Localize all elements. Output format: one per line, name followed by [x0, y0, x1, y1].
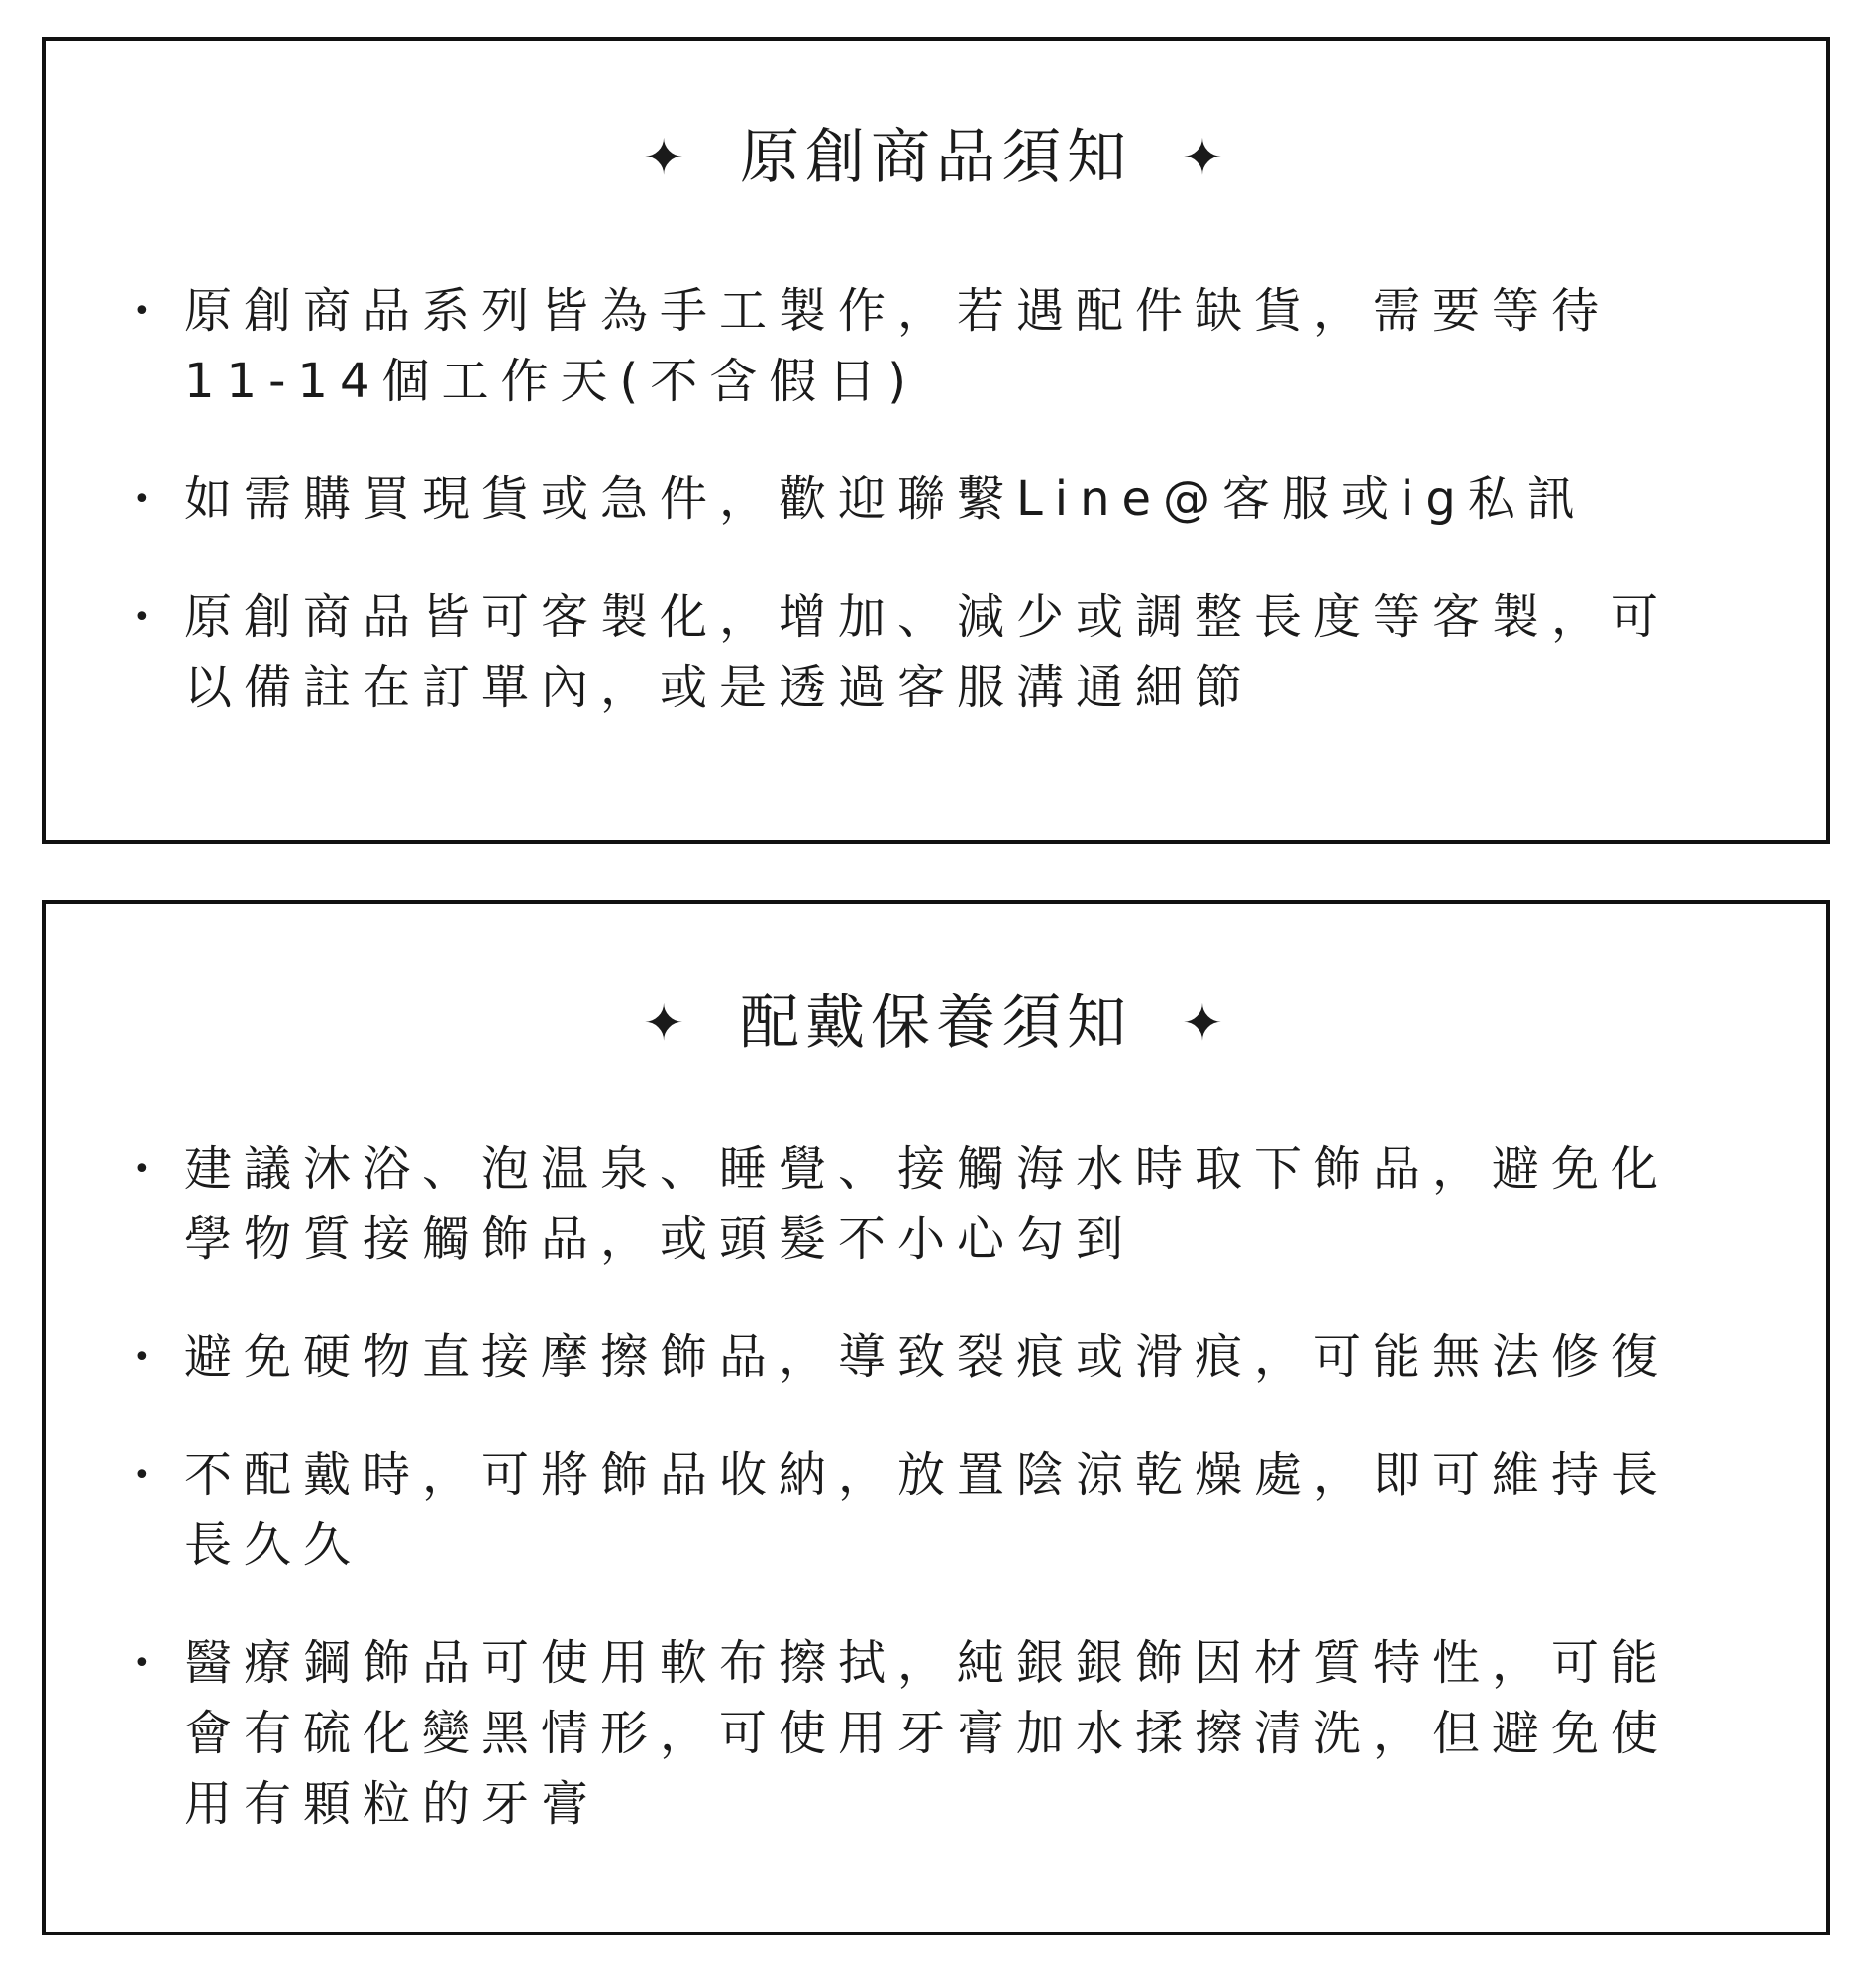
bullet-icon: •	[133, 1340, 162, 1375]
list-item-text: 學物質接觸飾品，或頭髮不小心勾到	[184, 1211, 1136, 1267]
sparkle-icon: ✦	[643, 994, 690, 1052]
original-products-notice-box	[42, 37, 1830, 844]
list-item	[46, 276, 1826, 417]
bullet-icon: •	[133, 1458, 162, 1493]
list-item	[46, 1440, 1826, 1581]
list-item-text: 長久久	[184, 1517, 364, 1573]
list-item-text: 如需購買現貨或急件，歡迎聯繫Line@客服或ig私訊	[184, 471, 1587, 527]
bullet-icon: •	[133, 600, 162, 635]
notice-list	[46, 1134, 1826, 1887]
care-notice-box	[42, 900, 1830, 1935]
bullet-icon: •	[133, 1646, 162, 1681]
sparkle-icon: ✦	[1182, 129, 1229, 186]
notice-list	[46, 276, 1826, 771]
sparkle-icon: ✦	[643, 129, 690, 186]
list-item	[46, 465, 1826, 535]
list-item-text: 醫療鋼飾品可使用軟布擦拭，純銀銀飾因材質特性，可能	[184, 1635, 1671, 1691]
list-item	[46, 1322, 1826, 1393]
list-item-text: 原創商品系列皆為手工製作，若遇配件缺貨，需要等待	[184, 283, 1612, 339]
list-item-text: 避免硬物直接摩擦飾品，導致裂痕或滑痕，可能無法修復	[184, 1329, 1671, 1385]
bullet-icon: •	[133, 1152, 162, 1187]
list-item	[46, 1134, 1826, 1275]
bullet-icon: •	[133, 482, 162, 517]
list-item-text: 建議沐浴、泡温泉、睡覺、接觸海水時取下飾品，避免化	[184, 1141, 1671, 1197]
bullet-icon: •	[133, 294, 162, 329]
section-title	[46, 118, 1826, 197]
list-item-text: 用有顆粒的牙膏	[184, 1776, 601, 1831]
list-item-text: 不配戴時，可將飾品收納，放置陰涼乾燥處，即可維持長	[184, 1447, 1671, 1503]
list-item-text: 原創商品皆可客製化，增加、減少或調整長度等客製，可	[184, 589, 1671, 645]
list-item-text: 會有硫化變黑情形，可使用牙膏加水揉擦清洗，但避免使	[184, 1706, 1671, 1761]
section-title-text: 原創商品須知	[740, 123, 1132, 192]
section-title	[46, 984, 1826, 1063]
section-title-text: 配戴保養須知	[740, 989, 1132, 1058]
list-item-text: 11-14個工作天(不含假日)	[184, 354, 918, 409]
sparkle-icon: ✦	[1182, 994, 1229, 1052]
list-item	[46, 582, 1826, 723]
list-item-text: 以備註在訂單內，或是透過客服溝通細節	[184, 660, 1255, 715]
list-item	[46, 1628, 1826, 1839]
